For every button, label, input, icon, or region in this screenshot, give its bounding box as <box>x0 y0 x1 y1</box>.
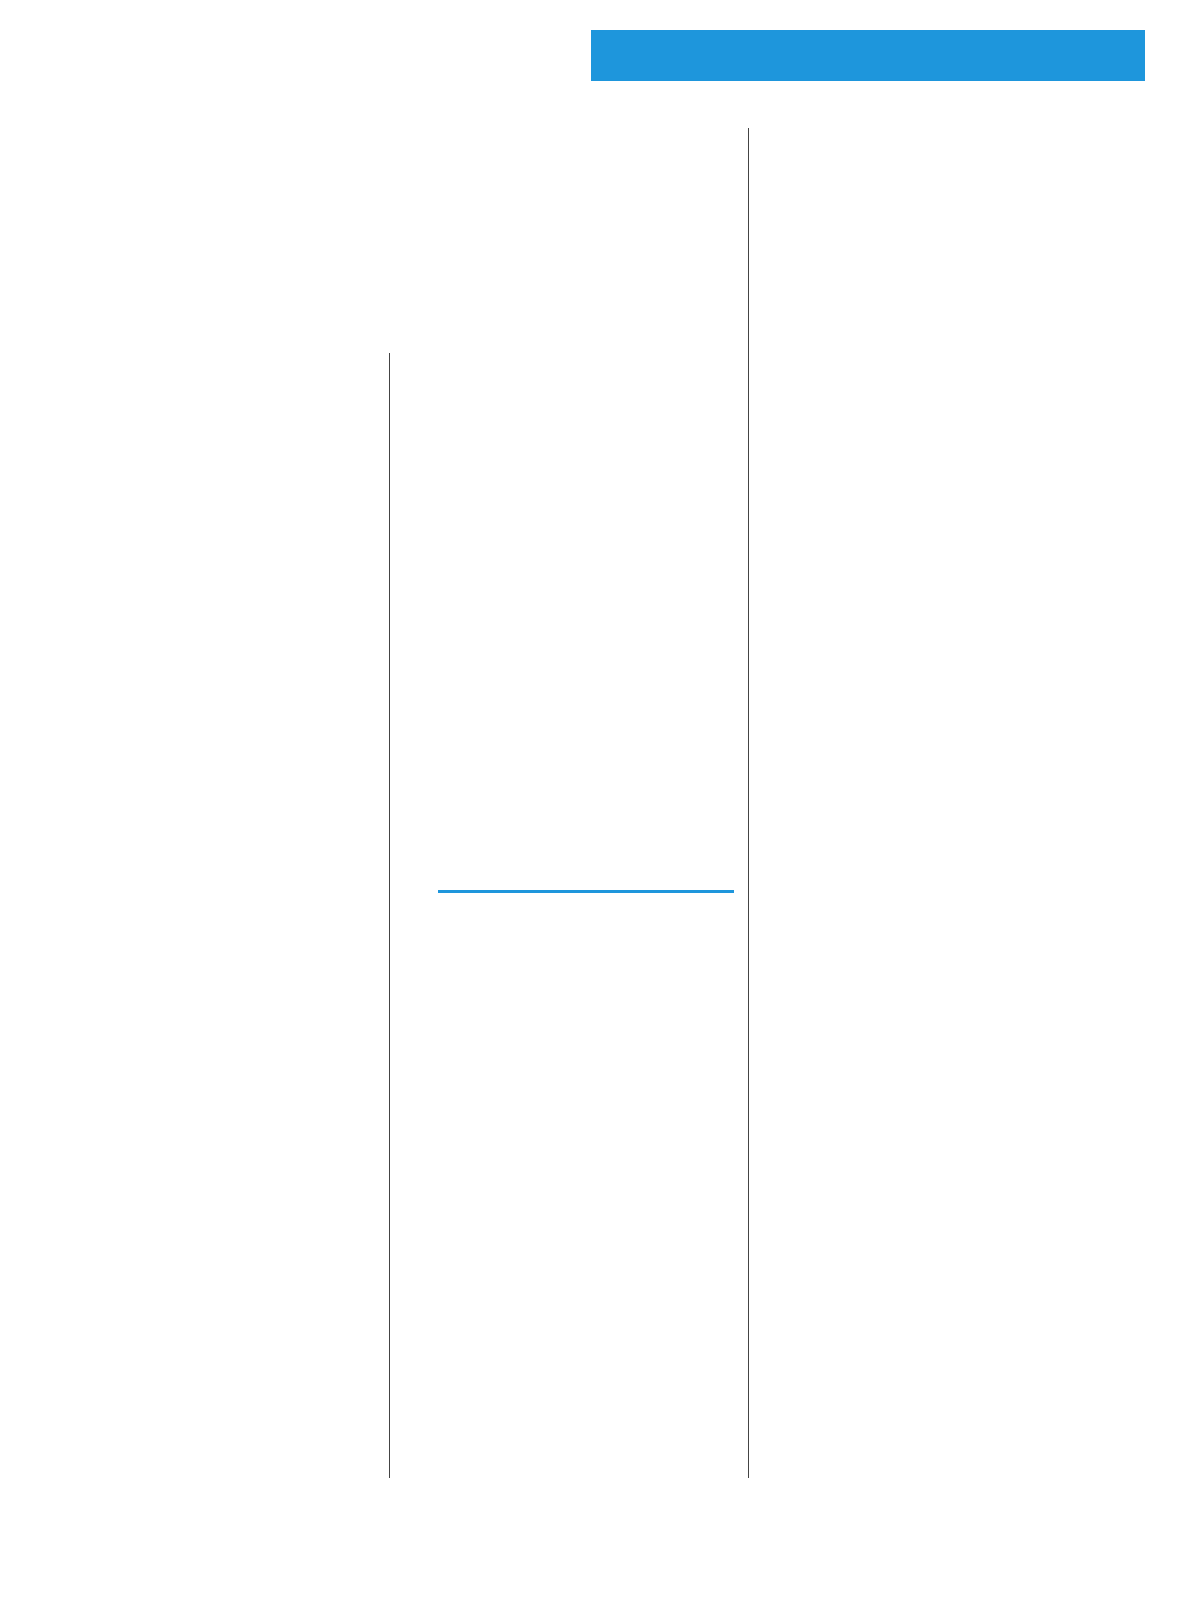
section-heading <box>438 886 734 893</box>
column-divider-1 <box>389 353 390 1478</box>
page-footer <box>636 1540 1106 1562</box>
column-divider-2 <box>748 128 749 1478</box>
section-banner <box>591 30 1145 81</box>
